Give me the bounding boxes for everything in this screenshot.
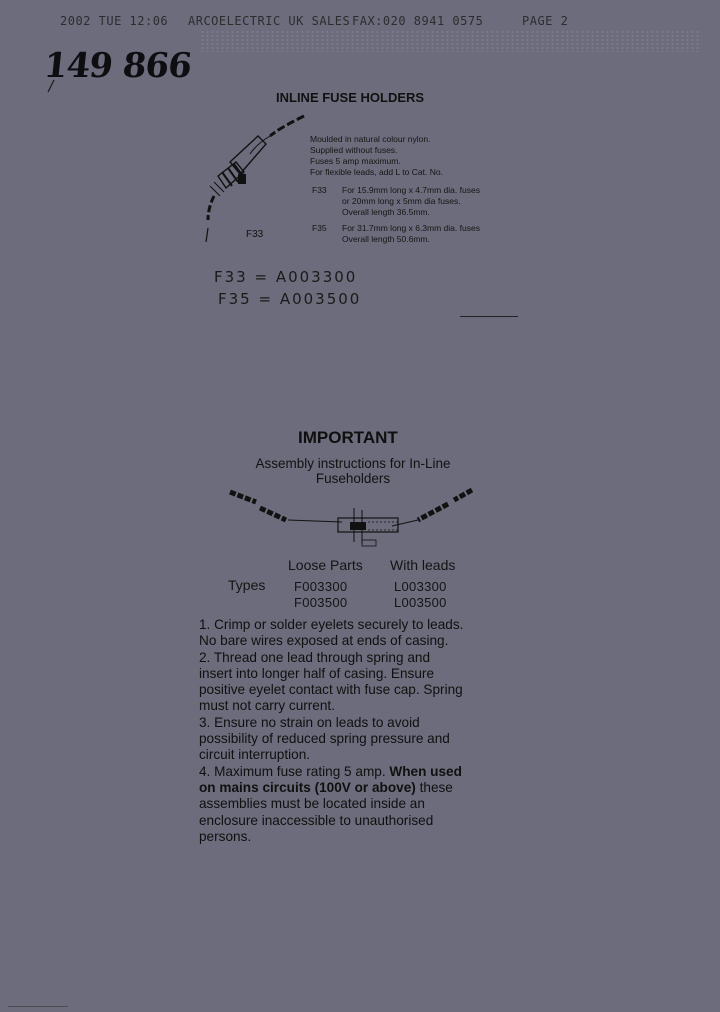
fuse-holder-illustration <box>196 112 312 248</box>
figure-label: F33 <box>246 229 264 240</box>
f33-line-1: For 15.9mm long x 4.7mm dia. fuses <box>342 185 480 195</box>
step-2-line-2: insert into longer half of casing. Ensure <box>199 665 435 681</box>
types-label: Types <box>228 577 266 593</box>
handwritten-note: 149 866 <box>41 46 193 86</box>
step-4-line-2 <box>199 780 499 796</box>
column-with-leads: With leads <box>390 557 456 573</box>
step-4-line-3: assemblies must be located inside an <box>199 796 425 812</box>
spec-line-4: For flexible leads, add L to Cat. No. <box>310 167 443 177</box>
step-1-line-1: 1. Crimp or solder eyelets securely to leads. <box>199 617 464 632</box>
spec-line-1: Moulded in natural colour nylon. <box>310 134 431 144</box>
important-subtitle <box>246 456 460 486</box>
fax-noise <box>200 30 700 52</box>
step-3-line-3: circuit interruption. <box>199 747 311 763</box>
step-4-line-5: persons. <box>199 828 252 844</box>
fax-number: FAX:020 8941 0575 <box>352 14 484 28</box>
section-divider <box>460 316 518 317</box>
step-4-suffix: these <box>415 779 453 795</box>
step-2-line-1: 2. Thread one lead through spring and <box>199 649 431 665</box>
step-3-line-1: 3. Ensure no strain on leads to avoid <box>199 714 420 730</box>
spec-code-f33: F33 <box>312 185 327 195</box>
lead-code-2: L003500 <box>394 595 447 610</box>
loose-code-2: F003500 <box>294 595 348 610</box>
step-2-line-4: must not carry current. <box>199 698 335 714</box>
step-2-line-3: positive eyelet contact with fuse cap. Spring <box>199 682 463 698</box>
lead-code-1: L003300 <box>394 579 447 594</box>
fax-date: 2002 TUE 12:06 <box>60 14 169 28</box>
important-title: IMPORTANT <box>298 428 398 447</box>
column-loose-parts: Loose Parts <box>288 557 363 573</box>
step-4-line-1 <box>199 764 499 780</box>
f33-line-2: or 20mm long x 5mm dia fuses. <box>342 196 461 206</box>
bottom-edge-line <box>8 1006 68 1007</box>
spec-code-f35: F35 <box>312 223 327 233</box>
inline-title: INLINE FUSE HOLDERS <box>276 90 425 105</box>
fax-sender: ARCOELECTRIC UK SALES <box>188 14 351 28</box>
handwritten-code-f33: F33 = A003300 <box>214 268 358 286</box>
spec-line-2: Supplied without fuses. <box>310 145 398 155</box>
step-4-prefix: 4. Maximum fuse rating 5 amp. <box>199 763 390 779</box>
assembly-illustration <box>222 486 484 554</box>
pen-tick-icon <box>46 80 58 94</box>
step-4-bold-2: on mains circuits (100V or above) <box>199 779 416 795</box>
subtitle-line-1: Assembly instructions for In-Line <box>255 456 451 471</box>
fax-page-number: PAGE 2 <box>522 14 569 28</box>
step-1-line-2: No bare wires exposed at ends of casing. <box>199 633 449 649</box>
f35-line-1: For 31.7mm long x 6.3mm dia. fuses <box>342 223 480 233</box>
subtitle-line-2: Fuseholders <box>315 471 391 486</box>
step-4-bold-1: When used <box>389 763 462 779</box>
step-4-line-4: enclosure inaccessible to unauthorised <box>199 812 434 828</box>
f35-line-2: Overall length 50.6mm. <box>342 234 430 244</box>
assembly-instructions <box>199 617 499 845</box>
step-3-line-2: possibility of reduced spring pressure and <box>199 731 450 747</box>
f33-line-3: Overall length 36.5mm. <box>342 207 430 217</box>
loose-code-1: F003300 <box>294 579 348 594</box>
handwritten-code-f35: F35 = A003500 <box>218 290 362 308</box>
spec-line-3: Fuses 5 amp maximum. <box>310 156 401 166</box>
